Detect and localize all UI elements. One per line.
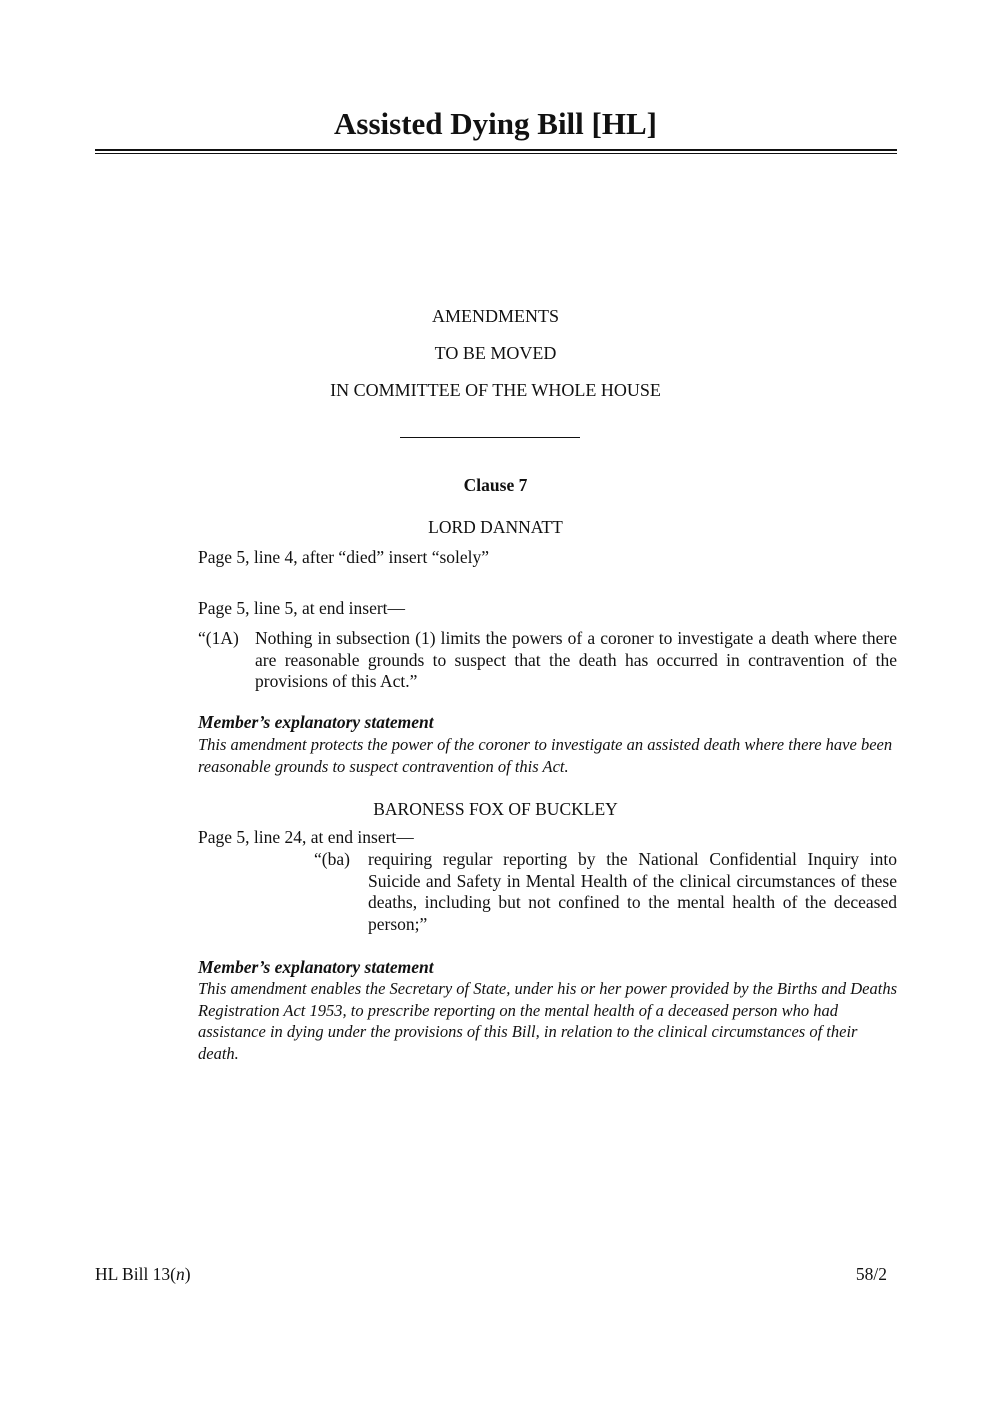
inserted-paragraph [314, 849, 897, 935]
amendment: Page 5, line 5, at end insert— [198, 598, 406, 618]
amendment: Page 5, line 4, after “died” insert “solely” [198, 547, 490, 567]
member-name: LORD DANNATT [428, 517, 563, 537]
explanatory-statement: This amendment protects the power of the coroner to investigate an assisted death where there have been reasonable grounds to suspect contravention of this Act. [198, 735, 893, 776]
statement-heading: Member’s explanatory statement [198, 957, 434, 977]
paragraph-text: requiring regular reporting by the National Confidential Inquiry into Suicide and Safety in Mental Health of the clinical circumstances of these deaths, including but not confined to the mental health of the deceased person;” [368, 849, 897, 934]
document-title: Assisted Dying Bill [HL] [334, 106, 657, 141]
bill-number-close: ) [184, 1264, 191, 1284]
statement-heading: Member’s explanatory statement [198, 712, 434, 732]
member-name: BARONESS FOX OF BUCKLEY [373, 799, 618, 819]
title-rule [95, 149, 897, 151]
amendment: Page 5, line 24, at end insert— [198, 827, 414, 847]
bill-number [95, 1264, 191, 1285]
paragraph-number: “(ba) [314, 849, 350, 869]
separator-rule [400, 437, 580, 438]
page-number: 58/2 [855, 1264, 887, 1284]
bill-number-suffix: n [176, 1264, 185, 1284]
heading-line-2: TO BE MOVED [434, 343, 557, 363]
inserted-subsection [198, 628, 897, 693]
subsection-number: “(1A) [198, 628, 239, 648]
heading-line-1: AMENDMENTS [431, 306, 559, 326]
explanatory-statement: This amendment enables the Secretary of State, under his or her power provided by the Births and Deaths Registration Act 1953, to prescribe reporting on the mental health of a deceased person who had assistance in dying under the provisions of this Bill, in relation to the clinical circumstances of their death. [198, 979, 898, 1063]
title-rule-thin [95, 153, 897, 154]
heading-line-3: IN COMMITTEE OF THE WHOLE HOUSE [330, 380, 661, 400]
clause-heading: Clause 7 [463, 475, 528, 495]
bill-number-text: HL Bill 13( [95, 1264, 177, 1284]
subsection-text: Nothing in subsection (1) limits the powers of a coroner to investigate a death where there are reasonable grounds to suspect that the death has occurred in contravention of the provisions of this Act.” [255, 628, 897, 691]
